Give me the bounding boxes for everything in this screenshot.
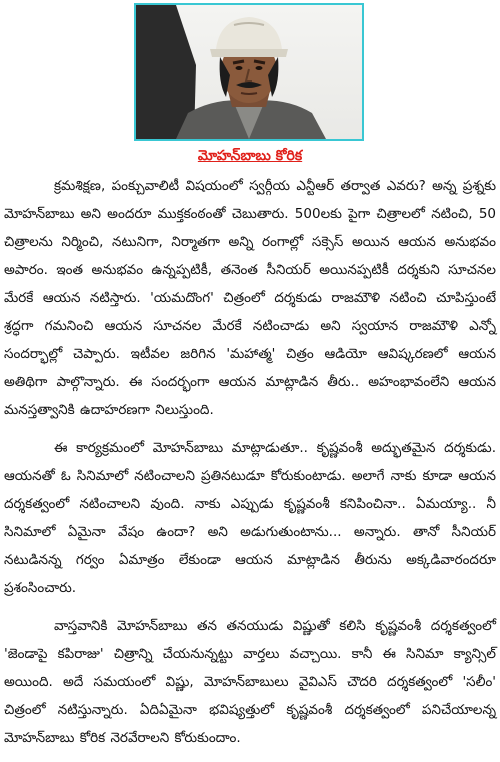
article-body <box>4 172 496 762</box>
article-photo <box>134 3 364 141</box>
article-paragraph: ఈ కార్యక్రమంలో మోహన్‌బాబు మాట్లాడుతూ.. కృష్ణవంశీ అద్భుతమైన దర్శకుడు. ఆయనతో ఓ సినిమాలో నటించాలని ప్రతినటుడూ కోరుకుంటాడు. అలాగే నాకు కూడా ఆయన దర్శకత్వంలో నటించాలని వుంది. నాకు ఎప్పుడు కృష్ణవంశీ కనిపించినా.. ఏమయ్యా.. నీ సినిమాలో ఏమైనా వేషం ఉందా? అని అడుగుతుంటాను... అన్నారు. తానో సీనియర్ నటుడినన్న గర్వం ఏమాత్రం లేకుండా ఆయన మాట్లాడిన తీరును అక్కడివారందరూ ప్రశంసించారు. <box>4 440 496 596</box>
photo-caption: మోహన్‌బాబు కోరిక <box>197 148 303 164</box>
article-paragraph: వాస్తవానికి మోహన్‌బాబు తన తనయుడు విష్ణుతో కలిసి కృష్ణవంశీ దర్శకత్వంలో 'జెండాపై కపిరాజు' చిత్రాన్ని చేయనున్నట్టు వార్తలు వచ్చాయి. కానీ ఈ సినిమా క్యాన్సిల్ అయింది. అదే సమయంలో విష్ణు, మోహన్‌బాబులు వైవిఎస్ చౌదరి దర్శకత్వంలో 'సలీం' చిత్రంలో నటిస్తున్నారు. ఏదిఏమైనా భవిష్యత్తులో కృష్ణవంశీ దర్శకత్వంలో పనిచేయాలన్న మోహన్‌బాబు కోరిక నెరవేరాలని కోరుకుందాం. <box>4 618 496 746</box>
portrait-image <box>136 5 362 139</box>
article-paragraph: క్రమశిక్షణ, పంక్చువాలిటీ విషయంలో స్వర్గీయ ఎన్టీఆర్ తర్వాత ఎవరు? అన్న ప్రశ్నకు మోహన్‌బాబు అని అందరూ ముక్తకంఠంతో చెబుతారు. 500లకు పైగా చిత్రాలలో నటించి, 50 చిత్రాలను నిర్మించి, నటునిగా, నిర్మాతగా అన్ని రంగాల్లో సక్సెస్ అయిన ఆయన అనుభవం అపారం. ఇంత అనుభవం ఉన్నప్పటికీ, తనెంత సీనియర్ అయినప్పటికీ దర్శకుని సూచనల మేరకే ఆయన నటిస్తారు. 'యమదొంగ' చిత్రంలో దర్శకుడు రాజమౌళి నటించి చూపిస్తుంటే శ్రద్ధగా గమనించి ఆయన సూచనల మేరకే నటించాడు అని స్వయాన రాజమౌళి ఎన్నో సందర్భాల్లో చెప్పారు. ఇటీవల జరిగిన 'మహాత్మ' చిత్రం ఆడియో ఆవిష్కరణలో ఆయన అతిథిగా పాల్గొన్నారు. ఈ సందర్భంగా ఆయన మాట్లాడిన తీరు.. అహంభావంలేని ఆయన మనస్తత్వానికి ఉదాహరణగా నిలుస్తుంది. <box>4 178 496 418</box>
